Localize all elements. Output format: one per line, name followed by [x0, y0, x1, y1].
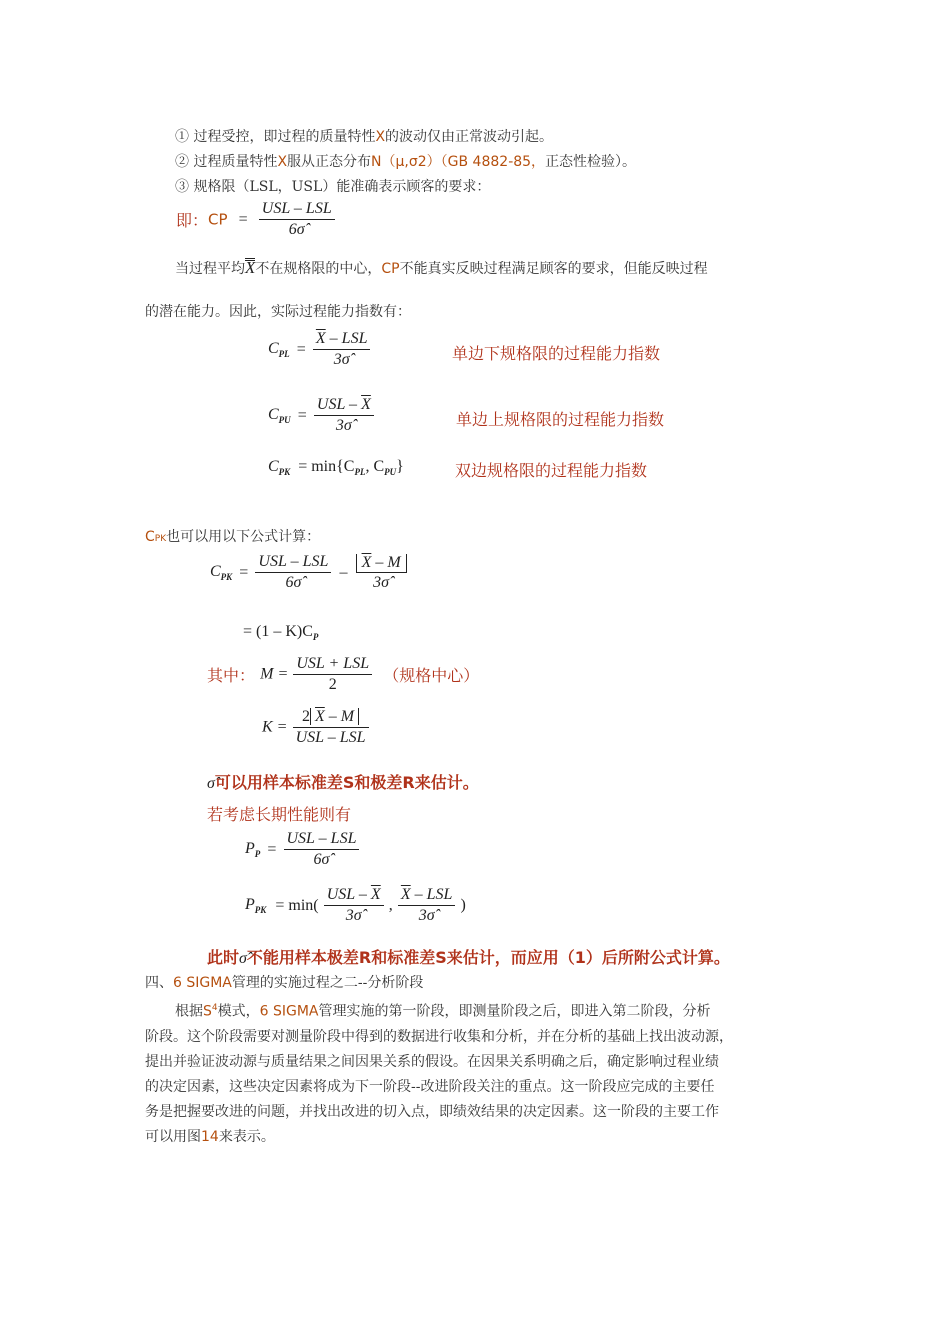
cpk-alt-line2: = $(1 - K)C_P$	[243, 623, 319, 642]
condition-num: ②	[175, 154, 189, 170]
cp-denominator: 6σ̂	[288, 221, 305, 238]
condition-num: ①	[175, 129, 189, 145]
sigma-note: σ̂可以用样本标准差S和极差R来估计。	[207, 773, 479, 792]
cp-ref: CP	[381, 261, 400, 277]
cpk-alt-frac1: $\frac{\text{USL – LSL}}{6\sigmâ}$	[255, 553, 331, 592]
cp-symbol: CP	[208, 210, 228, 229]
cpk-formula: $C_{PK} = \min\{C_{PL}$, $C_{PU}$}	[268, 458, 404, 477]
cp-lead: 即：	[176, 211, 209, 230]
process-avg-line2	[145, 302, 411, 322]
cpk-desc: 双边规格限的过程能力指数	[455, 461, 648, 480]
k-fraction: $\frac{2 \overline{X} - M}{\text{USL – LSL}}$	[293, 708, 369, 747]
cp-numerator: USL – LSL	[259, 200, 335, 220]
condition-1	[175, 127, 553, 147]
estimation-note: 此时σ̂不能用样本极差R和标准差S来估计，而应用（1）后所附公式计算。	[207, 948, 730, 967]
condition-text: 过程受控，即过程的质量特性	[193, 129, 376, 145]
pp-fraction: $\frac{\text{USL – LSL}}{6\sigmâ}$	[284, 830, 360, 869]
condition-3	[175, 177, 490, 197]
cpk-alt-frac2: $\frac{\overline{X} - M}{3\sigmâ}$	[356, 554, 407, 592]
cpu-fraction: $\frac{USL - \overline{X}}{3\sigmâ}$	[314, 396, 374, 435]
condition-var: X	[375, 129, 386, 145]
section-title: 四、6 SIGMA管理的实施过程之二--分析阶段	[145, 975, 424, 991]
cpl-lhs: $C_{PL}$	[268, 340, 290, 359]
k-formula: K = $\frac{2 \overline{X} - M}{\text{USL – LSL}}$	[262, 708, 369, 747]
condition-text-post: 正态性检验）。	[545, 154, 637, 170]
m-fraction: $\frac{\text{USL + LSL}}{2}$	[293, 655, 372, 694]
cp-fraction	[259, 200, 335, 239]
para-line: 可以用图14来表示。	[145, 1128, 275, 1145]
long-term-note: 若考虑长期性能则有	[207, 805, 352, 824]
condition-2	[175, 152, 636, 172]
cpk-alt-formula: $C_{PK}$ = $\frac{\text{USL – LSL}}{6\sigmâ}$ – $\frac{\overline{X} - M}{3\sigmâ}$	[210, 553, 407, 592]
condition-text: 规格限（LSL，USL）能准确表示顾客的要求：	[193, 179, 491, 195]
cpu-lhs: $C_{PU}$	[268, 406, 291, 425]
cpu-desc: 单边上规格限的过程能力指数	[456, 410, 665, 429]
para-line: 的决定因素，这些决定因素将成为下一阶段--改进阶段关注的重点。这一阶段应完成的主要任	[145, 1078, 715, 1095]
ppk-formula: $P_{PK} = \min$( $\frac{USL - \overline{X}}{3\sigmâ}$ , $\frac{\overline{X} - LSL}{3\sigmâ}$ )	[245, 886, 466, 924]
condition-num: ③	[175, 179, 189, 195]
para-line: 务是把握要改进的问题，并找出改进的切入点，即绩效结果的决定因素。这一阶段的主要工作	[145, 1103, 719, 1120]
text: 不在规格限的中心，	[255, 261, 382, 277]
condition-text-post: 的波动仅由正常波动引起。	[385, 129, 554, 145]
condition-var: X	[277, 154, 288, 170]
ppk-frac1: $\frac{USL - \overline{X}}{3\sigmâ}$	[324, 886, 384, 925]
cpu-formula: $C_{PU}$ = $\frac{USL - \overline{X}}{3\sigmâ}$	[268, 396, 374, 435]
analysis-paragraph	[145, 996, 805, 1150]
cp-formula	[176, 200, 335, 239]
cp-eq: =	[238, 210, 248, 228]
cpl-formula: $C_{PL}$ = $\frac{\overline{X} - LSL}{3\sigmâ}$	[268, 330, 370, 369]
process-avg-line1	[175, 258, 708, 279]
text: 的潜在能力。因此，实际过程能力指数有：	[145, 304, 411, 320]
para-line: 阶段。这个阶段需要对测量阶段中得到的数据进行收集和分析，并在分析的基础上找出波动源，	[145, 1028, 733, 1045]
text: 当过程平均	[175, 261, 245, 277]
condition-text-mid: 服从正态分布	[287, 154, 372, 170]
text: 不能真实反映过程满足顾客的要求，但能反映过程	[399, 261, 708, 277]
grand-mean-symbol: X	[245, 258, 256, 277]
ppk-frac2: $\frac{\overline{X} - LSL}{3\sigmâ}$	[398, 886, 456, 925]
cpl-desc: 单边下规格限的过程能力指数	[452, 344, 661, 363]
cpl-fraction: $\frac{\overline{X} - LSL}{3\sigmâ}$	[313, 330, 371, 369]
pp-formula: $P_P$ = $\frac{\text{USL – LSL}}{6\sigmâ}$	[245, 830, 359, 869]
para-line: 提出并验证波动源与质量结果之间因果关系的假设。在因果关系明确之后，确定影响过程业绩	[145, 1053, 719, 1070]
cpk-alt-intro: CPK也可以用以下公式计算：	[145, 529, 321, 545]
para-line: 根据$S^4$模式，6 SIGMA管理实施的第一阶段，即测量阶段之后，即进入第二阶段，分析	[175, 1003, 711, 1020]
m-formula: 其中： M = $\frac{\text{USL + LSL}}{2}$ （规格中心）	[207, 655, 480, 693]
condition-dist: N（μ,σ2）（GB 4882-85，	[371, 154, 546, 170]
condition-text: 过程质量特性	[193, 154, 278, 170]
